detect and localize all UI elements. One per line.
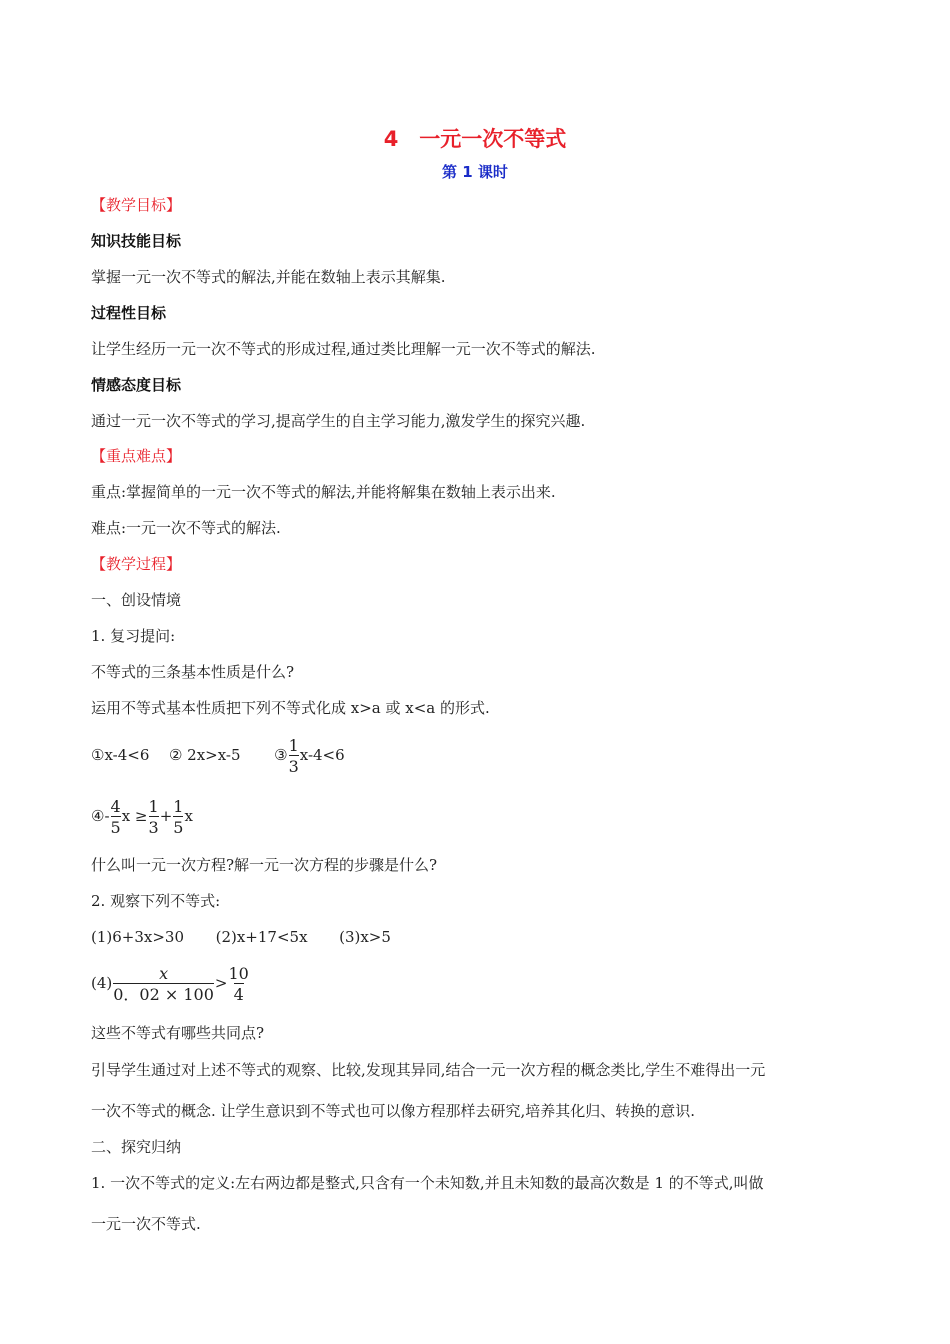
inequality-2: (2)x+17<5x: [215, 928, 308, 946]
fraction-numerator: x: [159, 964, 169, 983]
emotion-text: 通过一元一次不等式的学习,提高学生的自主学习能力,激发学生的探究兴趣.: [91, 412, 586, 430]
definition-line-2: 一元一次不等式.: [91, 1215, 201, 1233]
fraction-numerator: 4: [110, 797, 121, 816]
fraction-denominator: 3: [288, 757, 299, 776]
definition-line-1: 1. 一次不等式的定义:左右两边都是整式,只含有一个未知数,并且未知数的最高次数是 1 的不等式,叫做: [91, 1174, 764, 1192]
guide-paragraph-line-1: 引导学生通过对上述不等式的观察、比较,发现其异同,结合一元一次方程的概念类比,学生不难得出一元: [91, 1061, 766, 1079]
keypoints-heading: 【重点难点】: [91, 447, 182, 465]
question-properties: 不等式的三条基本性质是什么?: [91, 663, 295, 681]
question-equation: 什么叫一元一次方程?解一元一次方程的步骤是什么?: [91, 856, 438, 874]
fraction-denominator: 3: [148, 818, 159, 837]
inequality-4-right-fraction: [229, 964, 249, 1004]
difficult-point-text: 难点:一元一次不等式的解法.: [91, 519, 281, 537]
part-one-heading: 一、创设情境: [91, 591, 182, 609]
exercise-3-fraction: [289, 736, 299, 776]
review-label: 1. 复习提问:: [91, 627, 176, 645]
exercise-3-rest: x-4<6: [299, 746, 345, 764]
exercise-4-middle: x ≥: [121, 807, 148, 825]
exercise-4-plus: +: [159, 807, 173, 825]
fraction-numerator: 1: [148, 797, 159, 816]
teaching-heading: 【教学过程】: [91, 555, 182, 573]
exercise-4-fraction-a: [111, 797, 121, 837]
fraction-numerator: 10: [228, 964, 249, 983]
exercise-4-fraction-c: [173, 797, 183, 837]
exercise-1: ①x-4<6: [91, 746, 150, 764]
exercise-row-1: [91, 736, 345, 776]
inequality-3: (3)x>5: [339, 928, 391, 946]
page-subtitle: 第 1 课时: [442, 163, 508, 181]
part-two-heading: 二、探究归纳: [91, 1138, 182, 1156]
question-transform: 运用不等式基本性质把下列不等式化成 x>a 或 x<a 的形式.: [91, 699, 490, 717]
fraction-denominator: 4: [233, 985, 244, 1004]
process-text: 让学生经历一元一次不等式的形成过程,通过类比理解一元一次不等式的解法.: [91, 340, 596, 358]
fraction-numerator: 1: [288, 736, 299, 755]
fraction-denominator: 5: [173, 818, 184, 837]
fraction-numerator: 1: [173, 797, 184, 816]
process-heading: 过程性目标: [91, 304, 167, 322]
guide-paragraph-line-2: 一次不等式的概念. 让学生意识到不等式也可以像方程那样去研究,培养其化归、转换的意识.: [91, 1102, 696, 1120]
inequality-4-sign: >: [214, 974, 228, 992]
exercise-4-fraction-b: [149, 797, 159, 837]
exercise-row-2: [91, 796, 193, 837]
exercise-3-marker: ③: [274, 746, 288, 764]
knowledge-heading: 知识技能目标: [91, 232, 182, 250]
inequality-row: [91, 927, 391, 947]
inequality-1: (1)6+3x>30: [91, 928, 185, 946]
objectives-heading: 【教学目标】: [91, 196, 182, 214]
fraction-denominator: 0．02 × 100: [113, 985, 214, 1004]
inequality-4-marker: (4): [91, 974, 113, 992]
key-point-text: 重点:掌握简单的一元一次不等式的解法,并能将解集在数轴上表示出来.: [91, 483, 556, 501]
knowledge-text: 掌握一元一次不等式的解法,并能在数轴上表示其解集.: [91, 268, 446, 286]
inequality-4-row: [91, 961, 250, 1005]
page-title: 4 一元一次不等式: [383, 127, 567, 151]
fraction-denominator: 5: [110, 818, 121, 837]
common-question: 这些不等式有哪些共同点?: [91, 1024, 265, 1042]
inequality-4-left-fraction: [113, 964, 214, 1004]
exercise-4-rest: x: [184, 807, 193, 825]
exercise-4-marker: ④-: [91, 807, 110, 825]
exercise-2: ② 2x>x-5: [168, 746, 241, 764]
emotion-heading: 情感态度目标: [91, 376, 182, 394]
observe-label: 2. 观察下列不等式:: [91, 892, 221, 910]
